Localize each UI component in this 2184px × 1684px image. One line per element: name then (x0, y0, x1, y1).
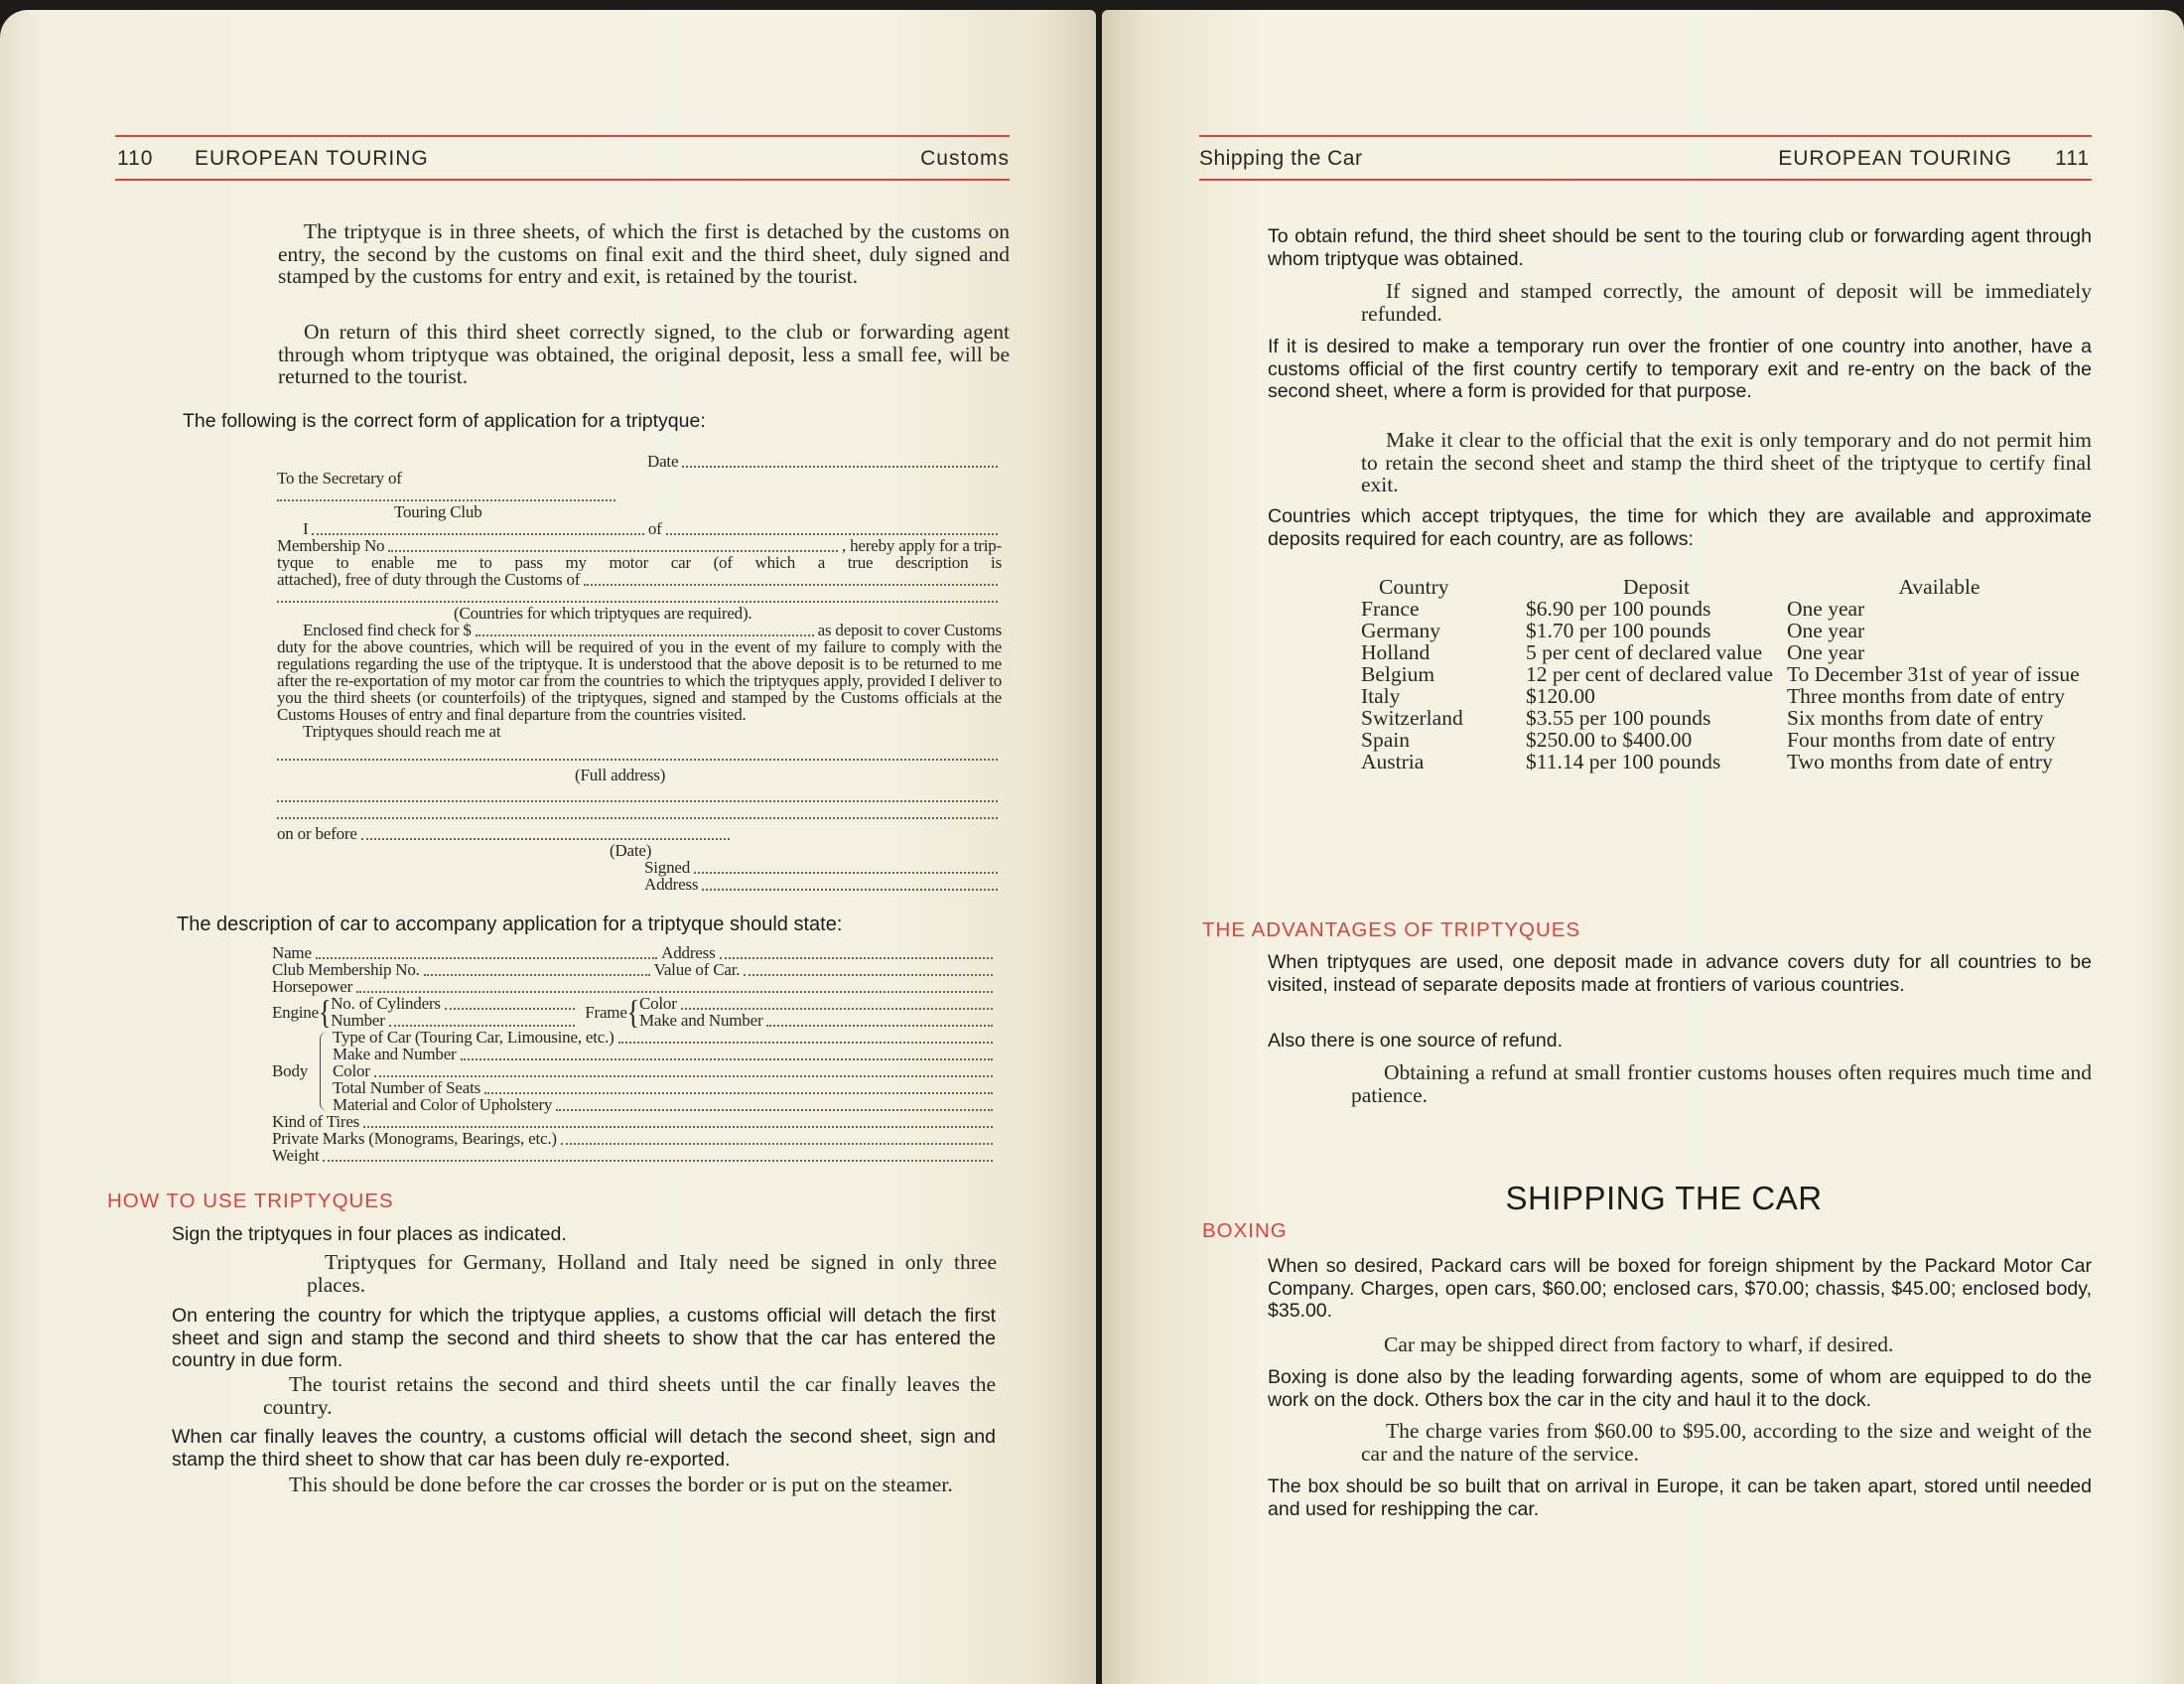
country-cell: Spain (1361, 728, 1410, 752)
paragraph: Make it clear to the official that the exit is only temporary and do not permit him to retain the second sheet and stamp the third sheet of the triptyque to certify final exit. (1361, 428, 2092, 496)
paragraph: On return of this third sheet correctly signed, to the club or forwarding agent through whom triptyque was obtained, the original deposit, less a small fee, will be returned to the tourist. (278, 320, 1010, 388)
paragraph: When car finally leaves the country, a customs official will detach the second sheet, sign and stamp the third sheet to show that car has been duly re-exported. (172, 1426, 996, 1471)
deposit-cell: $11.14 per 100 pounds (1526, 750, 1721, 773)
running-title: EUROPEAN TOURING (1778, 147, 2012, 170)
table-row (1361, 685, 2092, 707)
form-label: Color (638, 994, 677, 1013)
country-cell: Switzerland (1361, 706, 1463, 730)
available-cell: Two months from date of entry (1787, 750, 2053, 773)
form-intro: The following is the correct form of application for a triptyque: (183, 410, 706, 432)
paragraph: The charge varies from $60.00 to $95.00, according to the size and weight of the car and the nature of the service. (1361, 1419, 2092, 1466)
form-label: Address (644, 875, 699, 894)
paragraph: Boxing is done also by the leading forwarding agents, some of whom are equipped to do the work on the dock. Others box the car in the city and haul it to the dock. (1268, 1366, 2092, 1411)
form-label: Engine (272, 1002, 319, 1022)
country-cell: Austria (1361, 750, 1425, 773)
page-number: 110 (117, 147, 154, 170)
paragraph: Also there is one source of refund. (1268, 1030, 1564, 1052)
form-label: Material and Color of Upholstery (333, 1095, 553, 1114)
form-label: of (647, 519, 662, 538)
form-label: To the Secretary of (277, 469, 402, 488)
form-label: Horsepower (272, 977, 353, 996)
form-label: Membership No (277, 536, 385, 555)
paragraph: When so desired, Packard cars will be boxed for foreign shipment by the Packard Motor Car Company. Charges, open cars, $60.00; enclosed cars, $70.00; chassis, $45.00; enclosed body, $35.00. (1268, 1255, 2092, 1322)
deposit-cell: 12 per cent of declared value (1526, 662, 1773, 686)
form-label: as deposit to cover Customs (817, 621, 1002, 639)
country-cell: Belgium (1361, 662, 1435, 686)
running-header-right (1199, 135, 2092, 181)
form-label: Frame (585, 1002, 627, 1022)
paragraph: If it is desired to make a temporary run over the frontier of one country into another, have a customs official of the first country certify to temporary exit and re-entry on the back of the second sheet, where a form is provided for that purpose. (1268, 336, 2092, 402)
form-label: Club Membership No. (272, 960, 420, 979)
paragraph: If signed and stamped correctly, the amount of deposit will be immediately refunded. (1361, 279, 2092, 326)
available-cell: One year (1787, 640, 1865, 664)
paragraph: To obtain refund, the third sheet should be sent to the touring club or forwarding agent through whom triptyque was obtained. (1268, 225, 2092, 270)
running-header-left (115, 135, 1010, 181)
form-label: Address (661, 943, 716, 962)
deposit-cell: 5 per cent of declared value (1526, 640, 1763, 664)
form-label: Value of Car. (653, 960, 741, 979)
paragraph: The triptyque is in three sheets, of which the first is detached by the customs on entry, the second by the customs on final exit and the third sheet, duly signed and stamped by the customs for entry and exit, is retained by the tourist. (278, 219, 1010, 288)
form-label: Make and Number (333, 1045, 457, 1063)
chapter-heading: SHIPPING THE CAR (1505, 1180, 1823, 1216)
form-label: , hereby apply for a trip- (842, 536, 1002, 555)
form-label: Color (333, 1061, 370, 1080)
available-cell: Four months from date of entry (1787, 728, 2056, 752)
table-row (1361, 598, 2092, 620)
table-row (1361, 620, 2092, 641)
deposit-cell: $250.00 to $400.00 (1526, 728, 1693, 752)
form-text: attached), free of duty through the Customs of (277, 570, 581, 589)
form-label: Private Marks (Monograms, Bearings, etc.) (272, 1129, 557, 1148)
deposit-cell: $6.90 per 100 pounds (1526, 597, 1711, 621)
available-cell: To December 31st of year of issue (1787, 662, 2080, 686)
available-cell: Six months from date of entry (1787, 706, 2044, 730)
triptyque-countries-table (1361, 576, 2092, 772)
running-title: EUROPEAN TOURING (195, 147, 429, 170)
paragraph: Obtaining a refund at small frontier customs houses often requires much time and patience. (1351, 1060, 2092, 1107)
country-cell: Germany (1361, 619, 1440, 642)
section-title: Shipping the Car (1199, 147, 1363, 170)
form-label: Date (647, 452, 679, 471)
available-cell: Three months from date of entry (1787, 684, 2066, 708)
section-title: Customs (920, 147, 1010, 170)
deposit-cell: $1.70 per 100 pounds (1526, 619, 1711, 642)
available-cell: One year (1787, 619, 1865, 642)
paragraph: On entering the country for which the triptyque applies, a customs official will detach the first sheet and sign and stamp the second and third sheets to show that the car has entered the country in due form. (172, 1305, 996, 1371)
form-label: Signed (644, 858, 691, 877)
section-heading: BOXING (1202, 1219, 1288, 1242)
form-label: Number (331, 1011, 385, 1030)
form-label: Triptyques should reach me at (303, 722, 501, 741)
table-row (1361, 641, 2092, 663)
form-label: No. of Cylinders (331, 994, 441, 1013)
country-cell: France (1361, 597, 1420, 621)
form-text: tyque to enable me to pass my motor car (of which a true description is (277, 554, 1002, 571)
available-cell: One year (1787, 597, 1865, 621)
table-row (1361, 707, 2092, 729)
table-row (1361, 729, 2092, 751)
form-text: duty for the above countries, which will be required of you in the event of my failure to comply with the regulations regarding the use of the triptyque. It is understood that the above deposit is to be returned to me after the re-exportation of my motor car from the countries to which the triptyques apply, provided I deliver to you the third sheets (or counterfoils) of the triptyques, signed and stamped by the Customs officials at the Customs Houses of entry and final departure from the countries visited. (277, 637, 1002, 724)
form-label: Touring Club (394, 502, 482, 521)
paragraph: The tourist retains the second and third sheets until the car finally leaves the country. (263, 1372, 996, 1419)
car-description-form: Name Address Club Membership No. Value of Car. Horsepower Engine { No. of Cylinders Number Frame { Color Make and Number Body Type of Car (Touring Car, Limousine, etc.) Make and Number Color Total Number of Seats Material and Color of Upholstery Kind of Tires Private Marks (Monograms, Bearings, etc.) Weight (272, 944, 997, 1164)
form-note: (Countries for which triptyques are required). (454, 604, 752, 623)
form-label: Name (272, 943, 312, 962)
table-row (1361, 751, 2092, 772)
country-cell: Italy (1361, 684, 1401, 708)
paragraph: Countries which accept triptyques, the time for which they are available and approximate deposits required for each country, are as follows: (1268, 505, 2092, 550)
form-note: (Date) (610, 841, 652, 860)
form-label: Make and Number (638, 1011, 763, 1030)
form-label: Kind of Tires (272, 1112, 360, 1131)
section-heading: THE ADVANTAGES OF TRIPTYQUES (1202, 918, 1581, 941)
column-header: Deposit (1623, 575, 1690, 599)
left-page (0, 10, 1096, 1684)
form-label: Total Number of Seats (333, 1078, 481, 1097)
column-header: Available (1898, 575, 1980, 599)
form-label: Weight (272, 1146, 320, 1165)
section-heading: HOW TO USE TRIPTYQUES (107, 1190, 394, 1212)
form-label: I (303, 519, 309, 538)
country-cell: Holland (1361, 640, 1431, 664)
application-form (277, 453, 1002, 893)
paragraph: Car may be shipped direct from factory to wharf, if desired. (1384, 1333, 1894, 1356)
column-header: Country (1379, 575, 1449, 599)
paragraph: When triptyques are used, one deposit made in advance covers duty for all countries to be visited, instead of separate deposits made at frontiers of various countries. (1268, 951, 2092, 996)
description-intro: The description of car to accompany application for a triptyque should state: (177, 913, 843, 935)
form-label: on or before (277, 824, 357, 843)
page-number: 111 (2055, 147, 2090, 170)
table-row (1361, 663, 2092, 685)
deposit-cell: $120.00 (1526, 684, 1595, 708)
right-page (1102, 10, 2184, 1684)
paragraph: Sign the triptyques in four places as indicated. (172, 1223, 567, 1245)
paragraph: Triptyques for Germany, Holland and Italy need be signed in only three places. (307, 1250, 997, 1297)
paragraph: The box should be so built that on arrival in Europe, it can be taken apart, stored until needed and used for reshipping the car. (1268, 1475, 2092, 1520)
form-note: (Full address) (575, 766, 666, 784)
paragraph: This should be done before the car crosses the border or is put on the steamer. (289, 1473, 953, 1496)
form-label: Enclosed find check for $ (303, 621, 472, 639)
form-label: Body (272, 1061, 309, 1080)
deposit-cell: $3.55 per 100 pounds (1526, 706, 1711, 730)
form-label: Type of Car (Touring Car, Limousine, etc.) (333, 1028, 614, 1047)
